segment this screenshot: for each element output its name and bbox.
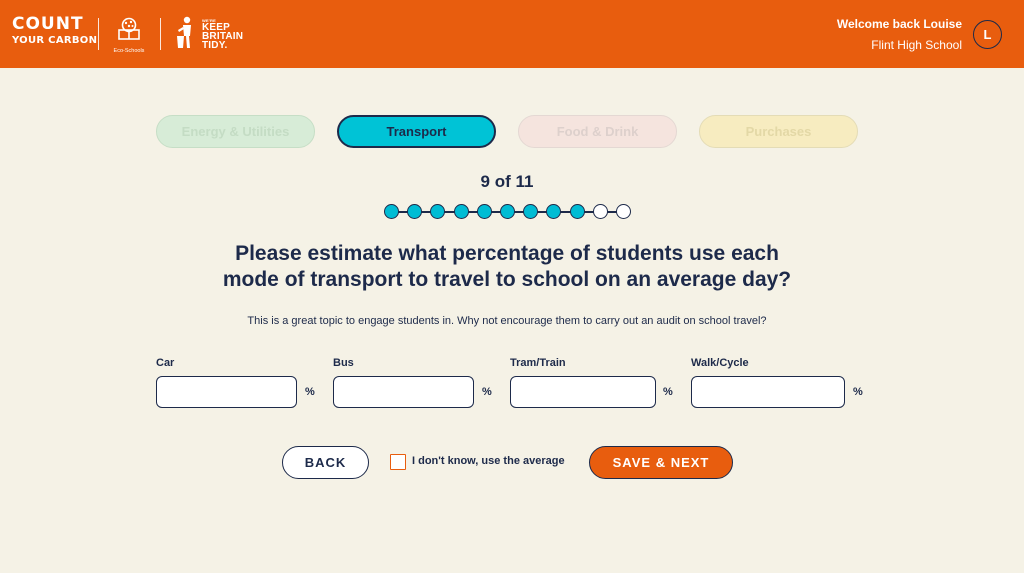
- car-label: Car: [156, 357, 175, 369]
- progress-dot-pending: [616, 204, 631, 219]
- header-divider: [98, 18, 99, 50]
- welcome-text: Welcome back Louise: [836, 17, 962, 31]
- eco-schools-tree-icon: [116, 16, 142, 42]
- tram-train-label: Tram/Train: [510, 357, 566, 369]
- progress-dot-completed: [546, 204, 561, 219]
- question-text: Please estimate what percentage of students use each mode of transport to travel to school on an average day?: [222, 242, 792, 291]
- progress-counter: 9 of 11: [480, 172, 534, 191]
- tram-train-percent-sign: %: [663, 386, 673, 398]
- user-avatar[interactable]: L: [973, 20, 1002, 49]
- eco-schools-logo: Eco-Schools: [111, 16, 147, 54]
- school-name: Flint High School: [871, 38, 962, 52]
- walk-cycle-percentage-input[interactable]: [691, 376, 845, 408]
- progress-dot-pending: [593, 204, 608, 219]
- bus-percent-sign: %: [482, 386, 492, 398]
- progress-dot-completed: [430, 204, 445, 219]
- user-welcome: [837, 17, 962, 52]
- progress-dot-completed: [570, 204, 585, 219]
- header-divider: [160, 18, 161, 50]
- top-header: [0, 0, 1024, 68]
- tab-purchases[interactable]: Purchases: [699, 115, 858, 148]
- tab-transport[interactable]: Transport: [337, 115, 496, 148]
- progress-dot-completed: [523, 204, 538, 219]
- progress-dot-completed: [477, 204, 492, 219]
- keep-britain-tidy-logo: [174, 16, 244, 55]
- progress-dot-completed: [500, 204, 515, 219]
- progress-stepper: [384, 204, 632, 220]
- progress-dot-completed: [454, 204, 469, 219]
- count-your-carbon-logo[interactable]: COUNT YOUR CARBON: [12, 14, 98, 46]
- car-percent-sign: %: [305, 386, 315, 398]
- bus-label: Bus: [333, 357, 354, 369]
- walk-cycle-percent-sign: %: [853, 386, 863, 398]
- walk-cycle-label: Walk/Cycle: [691, 357, 749, 369]
- bus-percentage-input[interactable]: [333, 376, 474, 408]
- progress-dot-completed: [384, 204, 399, 219]
- use-average-checkbox[interactable]: [390, 454, 406, 470]
- question-hint: This is a great topic to engage students in. Why not encourage them to carry out an audit on school travel?: [247, 315, 767, 327]
- use-average-label[interactable]: I don't know, use the average: [412, 455, 565, 467]
- tidyman-icon: [174, 16, 200, 50]
- save-next-button[interactable]: SAVE & NEXT: [589, 446, 733, 479]
- tram-train-percentage-input[interactable]: [510, 376, 656, 408]
- back-button[interactable]: BACK: [282, 446, 369, 479]
- tab-food-drink[interactable]: Food & Drink: [518, 115, 677, 148]
- car-percentage-input[interactable]: [156, 376, 297, 408]
- keep-britain-tidy-text: WE'RE KEEP BRITAIN TIDY.: [202, 18, 244, 51]
- progress-dot-completed: [407, 204, 422, 219]
- tab-energy-utilities[interactable]: Energy & Utilities: [156, 115, 315, 148]
